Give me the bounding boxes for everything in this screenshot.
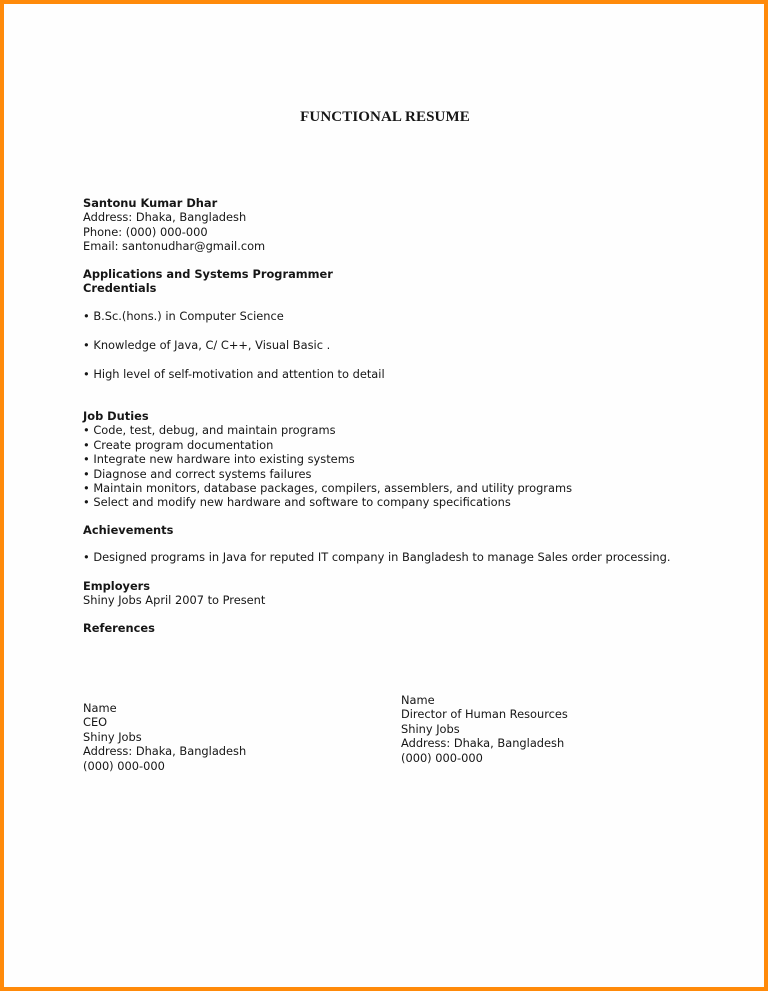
job-duty-item: • Diagnose and correct systems failures	[83, 467, 572, 481]
job-duty-item: • Create program documentation	[83, 438, 572, 452]
job-duties-heading: Job Duties	[83, 409, 149, 423]
achievement-text: • Designed programs in Java for reputed IT company in Bangladesh to manage Sales order processing.	[83, 550, 670, 564]
employers-section	[83, 579, 265, 608]
achievements-section	[83, 523, 173, 537]
achievement-item	[83, 550, 670, 564]
job-duty-item: • Integrate new hardware into existing systems	[83, 452, 572, 466]
credential-text: • High level of self-motivation and attention to detail	[83, 367, 385, 381]
reference-title: CEO	[83, 715, 108, 730]
reference-phone: (000) 000-000	[83, 758, 165, 773]
credential-text: • B.Sc.(hons.) in Computer Science	[83, 309, 284, 323]
job-duties-section	[83, 409, 572, 510]
reference-entry	[401, 693, 568, 765]
reference-company: Shiny Jobs	[401, 721, 460, 736]
credential-item	[83, 367, 385, 381]
document-title: FUNCTIONAL RESUME	[300, 109, 470, 125]
objective-section	[83, 267, 333, 296]
job-duty-item: • Code, test, debug, and maintain programs	[83, 423, 572, 437]
credential-item	[83, 338, 330, 352]
reference-title: Director of Human Resources	[401, 707, 568, 722]
credentials-heading: Credentials	[83, 281, 157, 296]
references-heading: References	[83, 621, 155, 635]
job-duty-item: • Select and modify new hardware and software to company specifications	[83, 495, 572, 509]
applicant-email: Email: santonudhar@gmail.com	[83, 239, 266, 254]
reference-entry	[83, 701, 246, 773]
applicant-address: Address: Dhaka, Bangladesh	[83, 210, 247, 225]
reference-name: Name	[401, 693, 435, 707]
job-duty-item: • Maintain monitors, database packages, compilers, assemblers, and utility programs	[83, 481, 572, 495]
credential-text: • Knowledge of Java, C/ C++, Visual Basic .	[83, 338, 330, 352]
achievements-heading: Achievements	[83, 523, 174, 537]
reference-phone: (000) 000-000	[401, 750, 483, 765]
employers-heading: Employers	[83, 579, 151, 593]
references-section	[83, 621, 155, 635]
objective-title: Applications and Systems Programmer	[83, 267, 333, 281]
applicant-phone: Phone: (000) 000-000	[83, 224, 208, 239]
applicant-name: Santonu Kumar Dhar	[83, 196, 218, 210]
reference-address: Address: Dhaka, Bangladesh	[401, 736, 565, 751]
employer-entry: Shiny Jobs April 2007 to Present	[83, 593, 266, 608]
contact-section	[83, 196, 265, 254]
credential-item	[83, 309, 284, 323]
reference-company: Shiny Jobs	[83, 729, 142, 744]
resume-page	[4, 4, 764, 987]
reference-address: Address: Dhaka, Bangladesh	[83, 744, 247, 759]
reference-name: Name	[83, 701, 117, 715]
